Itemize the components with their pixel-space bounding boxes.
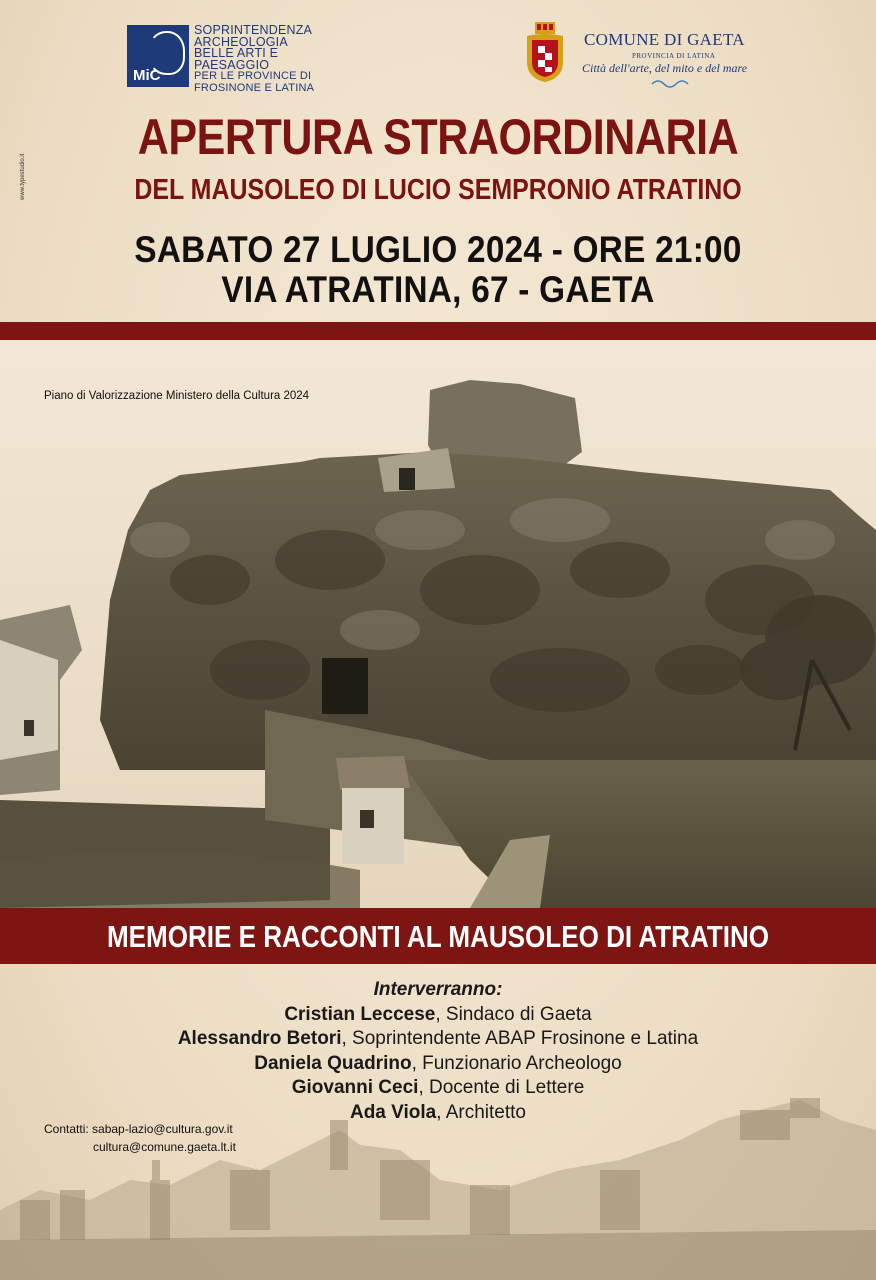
mic-logo-text: MiC [133, 67, 161, 84]
contacts [44, 1120, 236, 1156]
speaker-role: , Funzionario Archeologo [411, 1052, 622, 1074]
speaker-name: Ada Viola [349, 1101, 437, 1123]
soprintendenza-line: PAESAGGIO [194, 57, 270, 72]
address-line: VIA ATRATINA, 67 - GAETA [221, 269, 655, 310]
speaker-row [0, 1052, 876, 1077]
top-divider-band [0, 322, 876, 340]
speaker-role: , Architetto [436, 1101, 526, 1123]
event-banner-text: MEMORIE E RACCONTI AL MAUSOLEO DI ATRATINO [106, 919, 770, 954]
speaker-role: , Soprintendente ABAP Frosinone e Latina [341, 1028, 699, 1049]
wave-icon [650, 78, 690, 88]
speakers-header: Interverranno: [373, 979, 503, 1000]
speaker-name: Giovanni Ceci [291, 1077, 419, 1098]
comune-title: COMUNE DI GAETA [584, 30, 745, 49]
speaker-name: Alessandro Betori [177, 1028, 342, 1049]
speaker-role: , Sindaco di Gaeta [435, 1003, 592, 1025]
soprintendenza-line: PER LE PROVINCE DI [194, 70, 312, 82]
gaeta-crest-icon [525, 22, 565, 84]
contact-line-2: cultura@comune.gaeta.lt.it [93, 1140, 236, 1154]
speaker-name: Daniela Quadrino [254, 1052, 412, 1074]
speaker-row [0, 1027, 876, 1052]
soprintendenza-line: SOPRINTENDENZA [194, 23, 313, 37]
speaker-row [0, 1003, 876, 1028]
event-banner [0, 908, 876, 964]
main-title: APERTURA STRAORDINARIA [137, 109, 739, 165]
contact-line-1: Contatti: sabap-lazio@cultura.gov.it [44, 1122, 233, 1136]
soprintendenza-line: FROSINONE E LATINA [194, 81, 315, 94]
gaeta-skyline-illustration [0, 1090, 876, 1280]
side-credit: www.typestudio.it [20, 153, 26, 200]
mic-logo [127, 25, 189, 87]
comune-motto: Città dell'arte, del mito e del mare [582, 61, 748, 75]
photo-caption: Piano di Valorizzazione Ministero della Cultura 2024 [44, 390, 310, 402]
date-line: SABATO 27 LUGLIO 2024 - ORE 21:00 [134, 229, 742, 270]
subtitle: DEL MAUSOLEO DI LUCIO SEMPRONIO ATRATINO [134, 174, 742, 206]
soprintendenza-name [194, 25, 334, 94]
speaker-role: , Docente di Lettere [418, 1077, 585, 1098]
soprintendenza-line: ARCHEOLOGIA [194, 34, 288, 49]
speaker-name: Cristian Leccese [284, 1003, 436, 1025]
soprintendenza-line: BELLE ARTI E [194, 46, 279, 60]
mausoleum-photo [0, 340, 876, 908]
comune-province: PROVINCIA DI LATINA [632, 52, 716, 60]
